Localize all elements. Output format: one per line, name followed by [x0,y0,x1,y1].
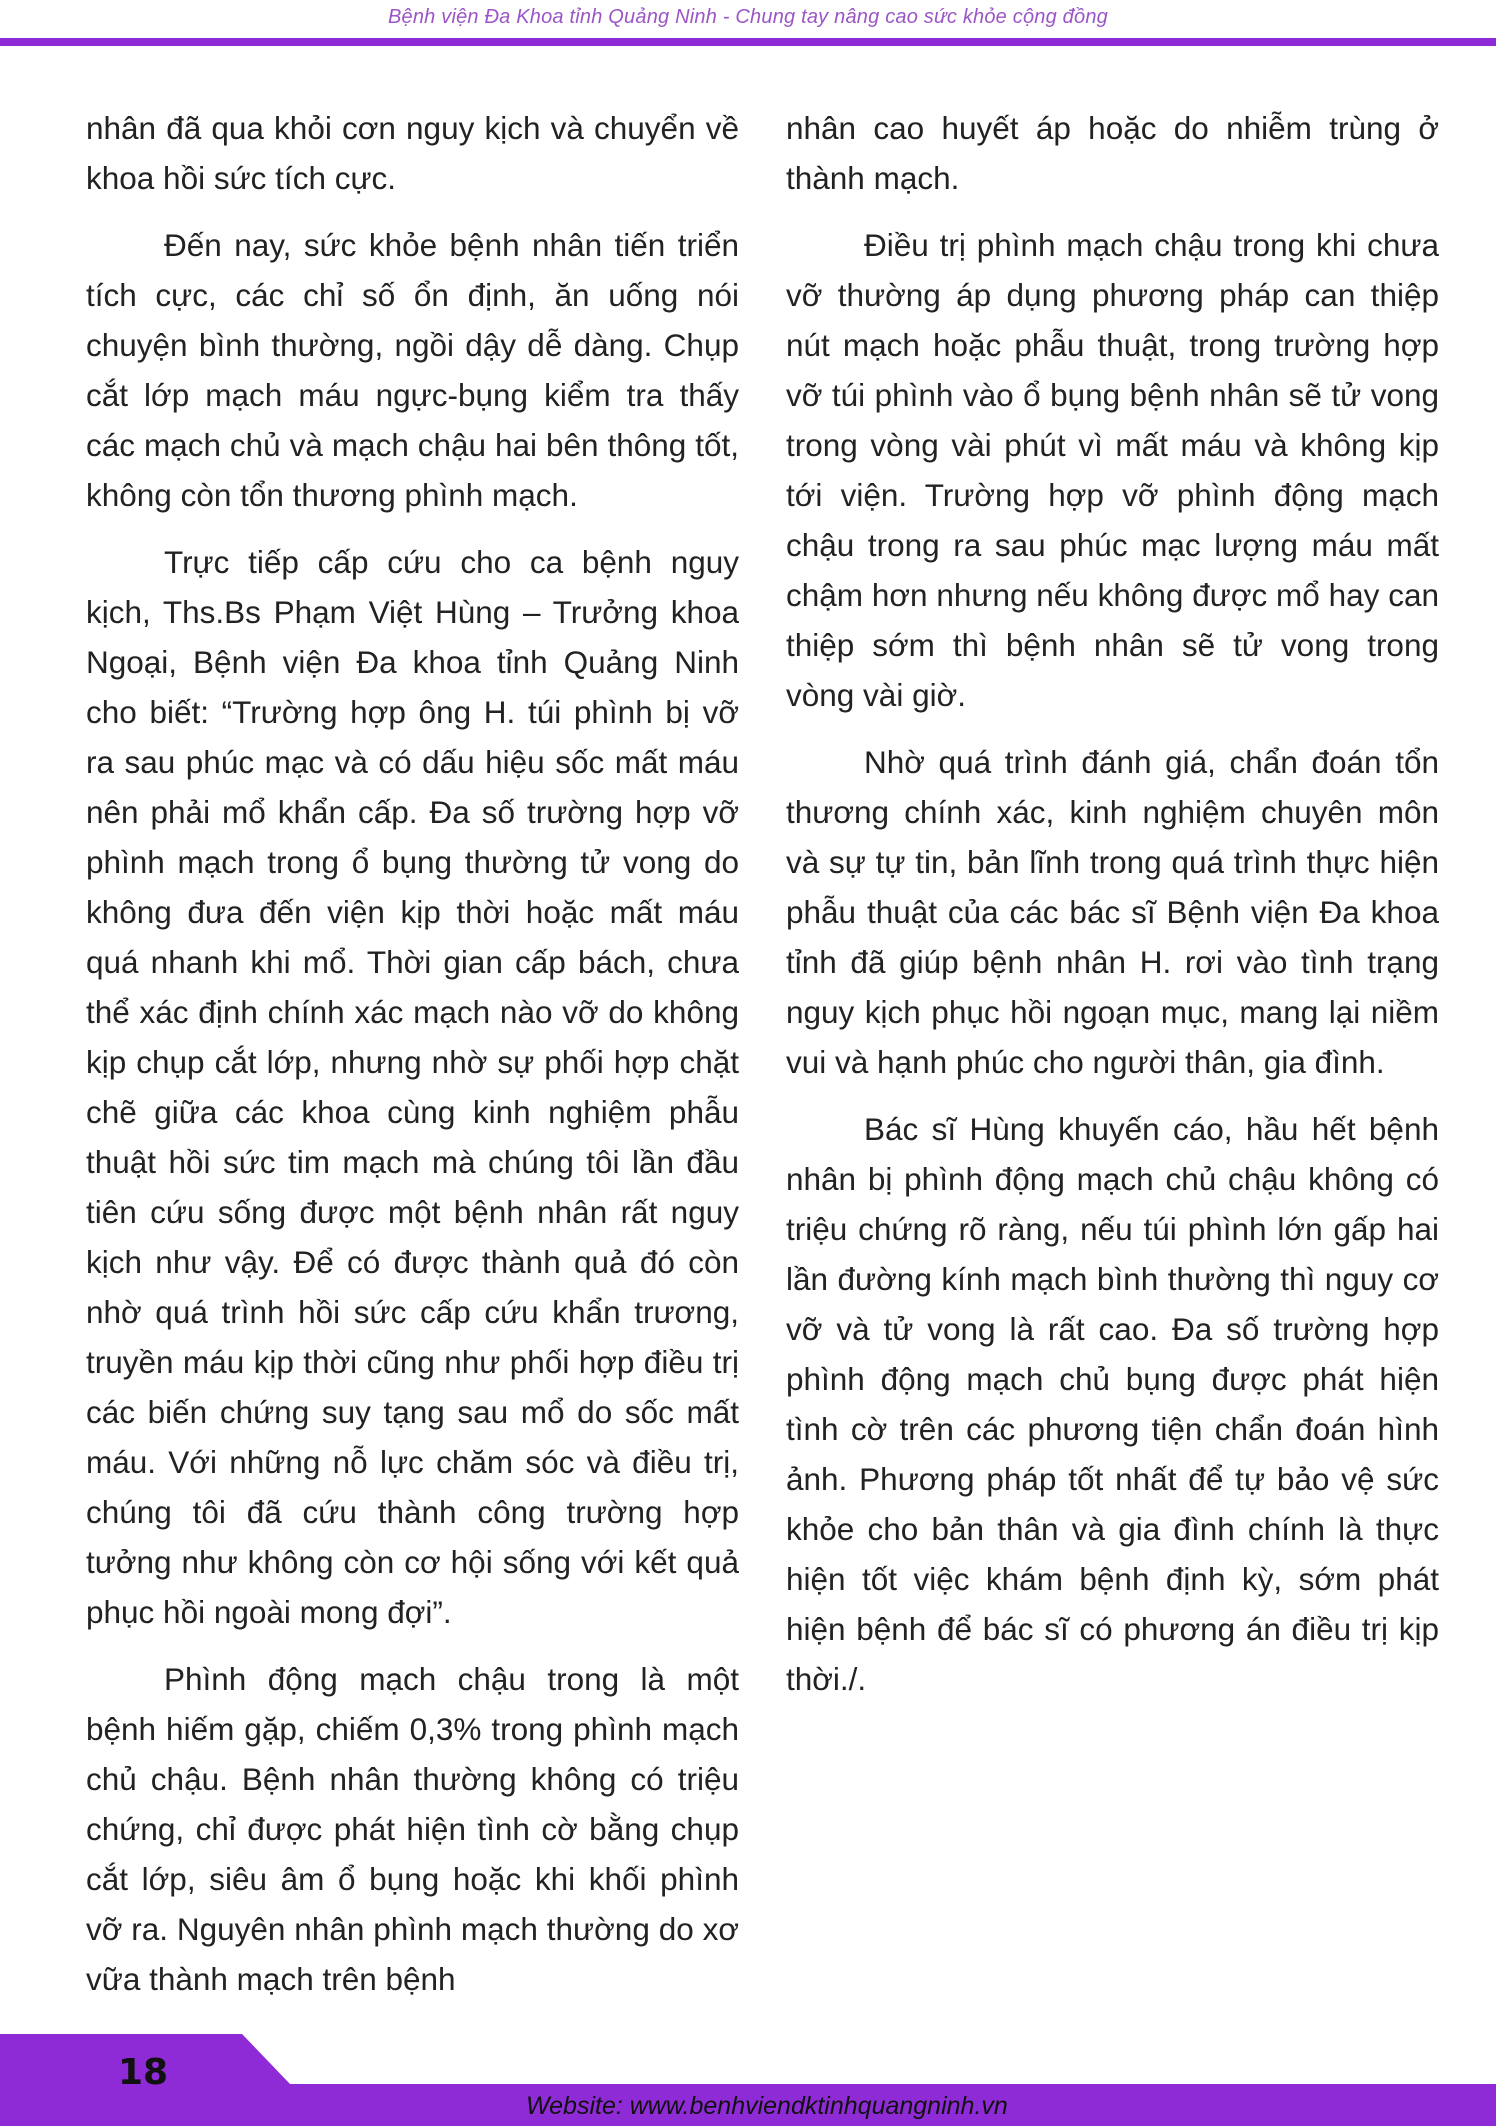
header-divider [0,38,1496,46]
article-left-column [86,103,739,2021]
page-footer [0,2034,1496,2126]
paragraph: Nhờ quá trình đánh giá, chẩn đoán tổn thương chính xác, kinh nghiệm chuyên môn và sự tự tin, bản lĩnh trong quá trình thực hiện phẫu thuật của các bác sĩ Bệnh viện Đa khoa tỉnh đã giúp bệnh nhân H. rơi vào tình trạng nguy kịch phục hồi ngoạn mục, mang lại niềm vui và hạnh phúc cho người thân, gia đình. [786,744,1439,1080]
paragraph: nhân cao huyết áp hoặc do nhiễm trùng ở thành mạch. [786,110,1439,196]
page-number: 18 [118,2052,169,2093]
paragraph: Trực tiếp cấp cứu cho ca bệnh nguy kịch, Ths.Bs Phạm Việt Hùng – Trưởng khoa Ngoại, Bệnh viện Đa khoa tỉnh Quảng Ninh cho biết: “Trường hợp ông H. túi phình bị vỡ ra sau phúc mạc và có dấu hiệu sốc mất máu nên phải mổ khẩn cấp. Đa số trường hợp vỡ phình mạch trong ổ bụng thường tử vong do không đưa đến viện kịp thời hoặc mất máu quá nhanh khi mổ. Thời gian cấp bách, chưa thể xác định chính xác mạch nào vỡ do không kịp chụp cắt lớp, nhưng nhờ sự phối hợp chặt chẽ giữa các khoa cùng kinh nghiệm phẫu thuật hồi sức tim mạch mà chúng tôi lần đầu tiên cứu sống được một bệnh nhân rất nguy kịch như vậy. Để có được thành quả đó còn nhờ quá trình hồi sức cấp cứu khẩn trương, truyền máu kịp thời cũng như phối hợp điều trị các biến chứng suy tạng sau mổ do sốc mất máu. Với những nỗ lực chăm sóc và điều trị, chúng tôi đã cứu thành công trường hợp tưởng như không còn cơ hội sống với kết quả phục hồi ngoài mong đợi”. [86,544,739,1630]
paragraph: nhân đã qua khỏi cơn nguy kịch và chuyển về khoa hồi sức tích cực. [86,110,739,196]
article-right-column [786,103,1439,1721]
website-link[interactable]: Website: www.benhviendktinhquangninh.vn [526,2092,1008,2120]
paragraph: Bác sĩ Hùng khuyến cáo, hầu hết bệnh nhân bị phình động mạch chủ chậu không có triệu chứng rõ ràng, nếu túi phình lớn gấp hai lần đường kính mạch bình thường thì nguy cơ vỡ và tử vong là rất cao. Đa số trường hợp phình động mạch chủ bụng được phát hiện tình cờ trên các phương tiện chẩn đoán hình ảnh. Phương pháp tốt nhất để tự bảo vệ sức khỏe cho bản thân và gia đình chính là thực hiện tốt việc khám bệnh định kỳ, sớm phát hiện bệnh để bác sĩ có phương án điều trị kịp thời./. [786,1111,1439,1697]
paragraph: Phình động mạch chậu trong là một bệnh hiếm gặp, chiếm 0,3% trong phình mạch chủ chậu. Bệnh nhân thường không có triệu chứng, chỉ được phát hiện tình cờ bằng chụp cắt lớp, siêu âm ổ bụng hoặc khi khối phình vỡ ra. Nguyên nhân phình mạch thường do xơ vữa thành mạch trên bệnh [86,1661,739,1997]
page-header [0,0,1496,46]
paragraph: Điều trị phình mạch chậu trong khi chưa vỡ thường áp dụng phương pháp can thiệp nút mạch hoặc phẫu thuật, trong trường hợp vỡ túi phình vào ổ bụng bệnh nhân sẽ tử vong trong vòng vài phút vì mất máu và không kịp tới viện. Trường hợp vỡ phình động mạch chậu trong ra sau phúc mạc lượng máu mất chậm hơn nhưng nếu không được mổ hay can thiệp sớm thì bệnh nhân sẽ tử vong trong vòng vài giờ. [786,227,1439,713]
paragraph: Đến nay, sức khỏe bệnh nhân tiến triển tích cực, các chỉ số ổn định, ăn uống nói chuyện bình thường, ngồi dậy dễ dàng. Chụp cắt lớp mạch máu ngực-bụng kiểm tra thấy các mạch chủ và mạch chậu hai bên thông tốt, không còn tổn thương phình mạch. [86,227,739,513]
header-title: Bệnh viện Đa Khoa tỉnh Quảng Ninh - Chung tay nâng cao sức khỏe cộng đồng [388,6,1108,28]
